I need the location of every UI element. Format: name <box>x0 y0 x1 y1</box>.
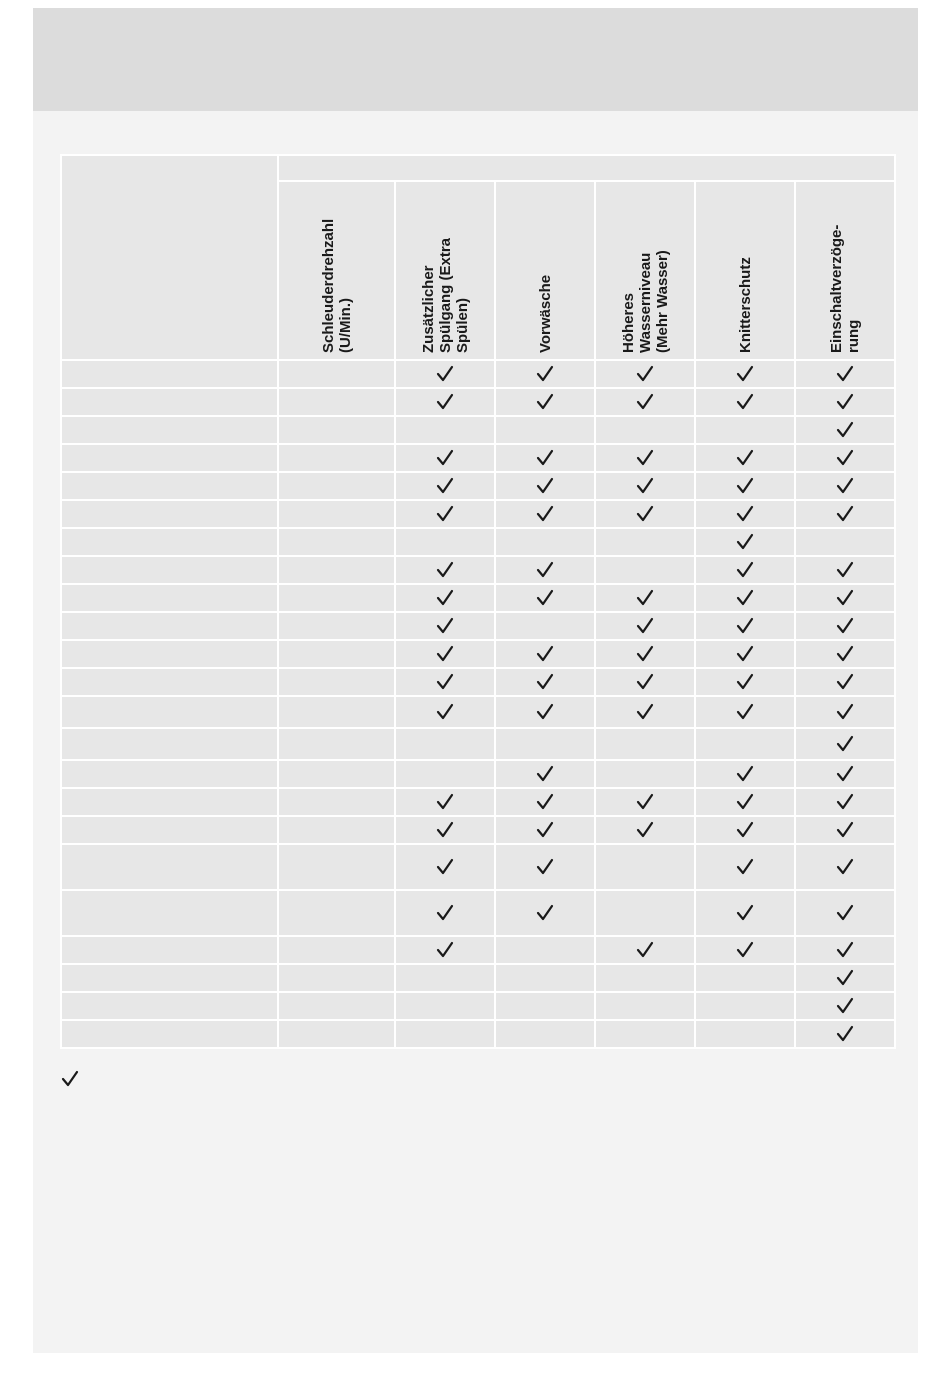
option-cell <box>695 472 795 500</box>
program-cell <box>61 728 278 760</box>
option-cell <box>395 388 495 416</box>
option-cell <box>795 992 895 1020</box>
table-row <box>61 556 895 584</box>
option-cell <box>278 964 395 992</box>
option-cell <box>278 816 395 844</box>
option-cell <box>795 528 895 556</box>
option-cell <box>278 992 395 1020</box>
check-icon <box>836 449 854 466</box>
check-icon <box>436 561 454 578</box>
check-icon <box>636 589 654 606</box>
program-cell <box>61 844 278 890</box>
option-cell <box>395 696 495 728</box>
option-cell <box>395 992 495 1020</box>
table-row <box>61 936 895 964</box>
option-cell <box>278 1020 395 1048</box>
option-cell <box>795 556 895 584</box>
option-cell <box>495 500 595 528</box>
check-icon <box>736 365 754 382</box>
option-cell <box>495 640 595 668</box>
check-icon <box>636 393 654 410</box>
check-icon <box>736 793 754 810</box>
option-cell <box>278 890 395 936</box>
column-header-0 <box>278 181 395 360</box>
check-icon <box>836 617 854 634</box>
column-header-5 <box>795 181 895 360</box>
option-cell <box>795 500 895 528</box>
table-row <box>61 500 895 528</box>
table-row <box>61 696 895 728</box>
option-cell <box>278 640 395 668</box>
option-cell <box>495 964 595 992</box>
check-icon <box>736 858 754 875</box>
program-cell <box>61 890 278 936</box>
options-table <box>60 154 896 1049</box>
option-cell <box>695 500 795 528</box>
option-cell <box>495 728 595 760</box>
option-cell <box>395 444 495 472</box>
option-cell <box>395 556 495 584</box>
check-icon <box>736 941 754 958</box>
check-icon <box>836 793 854 810</box>
table-row <box>61 890 895 936</box>
program-cell <box>61 964 278 992</box>
option-cell <box>595 668 695 696</box>
option-cell <box>395 528 495 556</box>
column-header-1 <box>395 181 495 360</box>
table-row <box>61 528 895 556</box>
option-cell <box>595 472 695 500</box>
option-cell <box>595 844 695 890</box>
program-cell <box>61 696 278 728</box>
option-cell <box>495 416 595 444</box>
program-cell <box>61 556 278 584</box>
page <box>33 8 918 1353</box>
option-cell <box>278 936 395 964</box>
check-icon <box>436 617 454 634</box>
table-row <box>61 472 895 500</box>
option-cell <box>795 472 895 500</box>
check-icon <box>736 904 754 921</box>
option-cell <box>495 388 595 416</box>
check-icon <box>736 673 754 690</box>
check-icon <box>736 645 754 662</box>
header-band <box>33 8 918 111</box>
check-icon <box>636 365 654 382</box>
table-row <box>61 360 895 388</box>
program-cell <box>61 992 278 1020</box>
option-cell <box>695 1020 795 1048</box>
option-cell <box>795 760 895 788</box>
check-icon <box>836 645 854 662</box>
option-cell <box>395 844 495 890</box>
check-icon <box>436 393 454 410</box>
options-group-header <box>278 155 895 181</box>
option-cell <box>595 964 695 992</box>
option-cell <box>695 556 795 584</box>
check-icon <box>836 505 854 522</box>
table-row <box>61 760 895 788</box>
option-cell <box>595 788 695 816</box>
option-cell <box>395 584 495 612</box>
check-icon <box>436 821 454 838</box>
option-cell <box>395 936 495 964</box>
option-cell <box>278 788 395 816</box>
check-icon <box>436 449 454 466</box>
option-cell <box>595 388 695 416</box>
check-icon <box>536 561 554 578</box>
column-header-label: Schleuderdrehzahl (U/Min.) <box>319 218 354 353</box>
option-cell <box>595 696 695 728</box>
check-icon <box>836 969 854 986</box>
check-icon <box>736 765 754 782</box>
check-icon <box>736 703 754 720</box>
option-cell <box>695 728 795 760</box>
table-row <box>61 584 895 612</box>
option-cell <box>795 640 895 668</box>
option-cell <box>395 760 495 788</box>
option-cell <box>595 992 695 1020</box>
check-icon <box>836 735 854 752</box>
option-cell <box>695 788 795 816</box>
table-row <box>61 388 895 416</box>
check-icon <box>436 589 454 606</box>
option-cell <box>278 416 395 444</box>
option-cell <box>595 640 695 668</box>
option-cell <box>795 788 895 816</box>
check-icon <box>436 703 454 720</box>
option-cell <box>278 556 395 584</box>
check-icon <box>836 858 854 875</box>
option-cell <box>278 760 395 788</box>
check-icon <box>536 449 554 466</box>
column-header-4 <box>695 181 795 360</box>
program-cell <box>61 816 278 844</box>
program-cell <box>61 360 278 388</box>
option-cell <box>495 612 595 640</box>
check-icon <box>836 421 854 438</box>
option-cell <box>795 360 895 388</box>
program-cell <box>61 500 278 528</box>
column-header-label: Einschaltverzöge- rung <box>828 224 863 353</box>
table-row <box>61 640 895 668</box>
option-cell <box>495 472 595 500</box>
option-cell <box>495 890 595 936</box>
option-cell <box>395 640 495 668</box>
option-cell <box>495 1020 595 1048</box>
check-icon <box>736 533 754 550</box>
option-cell <box>395 728 495 760</box>
check-icon <box>536 645 554 662</box>
check-icon <box>836 561 854 578</box>
check-icon <box>736 617 754 634</box>
option-cell <box>695 696 795 728</box>
option-cell <box>495 528 595 556</box>
option-cell <box>695 388 795 416</box>
check-icon <box>636 793 654 810</box>
option-cell <box>595 1020 695 1048</box>
option-cell <box>795 388 895 416</box>
option-cell <box>695 444 795 472</box>
option-cell <box>695 668 795 696</box>
option-cell <box>495 360 595 388</box>
table-row <box>61 788 895 816</box>
option-cell <box>595 936 695 964</box>
option-cell <box>595 360 695 388</box>
option-cell <box>795 1020 895 1048</box>
option-cell <box>695 760 795 788</box>
option-cell <box>395 360 495 388</box>
check-icon <box>836 393 854 410</box>
program-cell <box>61 584 278 612</box>
check-icon <box>836 941 854 958</box>
option-cell <box>795 612 895 640</box>
option-cell <box>495 668 595 696</box>
option-cell <box>795 844 895 890</box>
column-header-label: Höheres Wasserniveau (Mehr Wasser) <box>619 250 671 353</box>
check-icon <box>636 941 654 958</box>
program-cell <box>61 472 278 500</box>
check-icon <box>636 505 654 522</box>
check-icon <box>536 365 554 382</box>
option-cell <box>395 500 495 528</box>
check-icon <box>536 673 554 690</box>
table-row <box>61 964 895 992</box>
check-icon <box>836 1025 854 1042</box>
option-cell <box>595 816 695 844</box>
option-cell <box>795 890 895 936</box>
option-cell <box>595 528 695 556</box>
check-icon <box>836 589 854 606</box>
column-header-label: Vorwäsche <box>536 274 554 353</box>
option-cell <box>278 444 395 472</box>
program-cell <box>61 760 278 788</box>
option-cell <box>795 444 895 472</box>
option-cell <box>395 964 495 992</box>
option-cell <box>595 444 695 472</box>
option-cell <box>395 472 495 500</box>
column-header-label: Knitterschutz <box>736 257 754 353</box>
option-cell <box>695 528 795 556</box>
table-row <box>61 416 895 444</box>
check-icon <box>436 645 454 662</box>
option-cell <box>795 696 895 728</box>
option-cell <box>278 528 395 556</box>
check-icon <box>436 673 454 690</box>
check-icon <box>536 858 554 875</box>
option-cell <box>278 728 395 760</box>
option-cell <box>278 472 395 500</box>
check-icon <box>536 765 554 782</box>
check-icon <box>536 393 554 410</box>
program-cell <box>61 788 278 816</box>
option-cell <box>695 844 795 890</box>
check-icon <box>736 477 754 494</box>
option-cell <box>278 612 395 640</box>
option-cell <box>695 640 795 668</box>
option-cell <box>595 728 695 760</box>
program-cell <box>61 640 278 668</box>
program-cell <box>61 1020 278 1048</box>
check-icon <box>636 645 654 662</box>
check-icon <box>436 505 454 522</box>
option-cell <box>795 728 895 760</box>
option-cell <box>495 992 595 1020</box>
table-row <box>61 992 895 1020</box>
option-cell <box>395 416 495 444</box>
check-icon <box>836 997 854 1014</box>
check-icon <box>836 673 854 690</box>
program-cell <box>61 936 278 964</box>
program-header-cell <box>61 155 278 360</box>
check-icon <box>736 821 754 838</box>
option-cell <box>695 584 795 612</box>
check-icon <box>636 449 654 466</box>
table-row <box>61 668 895 696</box>
column-header-3 <box>595 181 695 360</box>
option-cell <box>795 816 895 844</box>
check-icon <box>836 904 854 921</box>
check-icon <box>636 703 654 720</box>
check-icon <box>736 505 754 522</box>
column-header-label: Zusätzlicher Spülgang (Extra Spülen) <box>419 237 471 353</box>
option-cell <box>495 444 595 472</box>
option-cell <box>595 890 695 936</box>
program-cell <box>61 528 278 556</box>
check-icon <box>836 703 854 720</box>
option-cell <box>795 668 895 696</box>
option-cell <box>795 936 895 964</box>
option-cell <box>395 1020 495 1048</box>
program-cell <box>61 388 278 416</box>
option-cell <box>595 584 695 612</box>
option-cell <box>595 760 695 788</box>
option-cell <box>495 556 595 584</box>
option-cell <box>495 760 595 788</box>
program-cell <box>61 416 278 444</box>
program-cell <box>61 668 278 696</box>
option-cell <box>395 890 495 936</box>
option-cell <box>495 584 595 612</box>
check-icon <box>636 673 654 690</box>
check-icon <box>436 904 454 921</box>
option-cell <box>395 788 495 816</box>
option-cell <box>278 696 395 728</box>
table-row <box>61 844 895 890</box>
option-cell <box>695 992 795 1020</box>
option-cell <box>695 360 795 388</box>
table-row <box>61 728 895 760</box>
table-row <box>61 444 895 472</box>
option-cell <box>495 788 595 816</box>
check-icon <box>436 365 454 382</box>
check-icon <box>536 589 554 606</box>
table-body <box>61 360 895 1048</box>
option-cell <box>595 612 695 640</box>
option-cell <box>278 584 395 612</box>
check-icon <box>836 477 854 494</box>
option-cell <box>395 612 495 640</box>
check-icon <box>836 821 854 838</box>
option-cell <box>695 890 795 936</box>
check-icon <box>436 941 454 958</box>
option-cell <box>495 696 595 728</box>
column-header-2 <box>495 181 595 360</box>
check-icon <box>536 505 554 522</box>
option-cell <box>278 844 395 890</box>
option-cell <box>278 360 395 388</box>
check-icon <box>436 477 454 494</box>
check-icon <box>536 904 554 921</box>
option-cell <box>695 964 795 992</box>
program-cell <box>61 444 278 472</box>
option-cell <box>395 668 495 696</box>
option-cell <box>795 584 895 612</box>
option-cell <box>495 844 595 890</box>
table-row <box>61 816 895 844</box>
check-icon <box>636 821 654 838</box>
check-icon <box>736 393 754 410</box>
check-icon <box>536 821 554 838</box>
program-cell <box>61 612 278 640</box>
option-cell <box>495 936 595 964</box>
option-cell <box>278 500 395 528</box>
check-icon <box>536 477 554 494</box>
check-icon <box>536 703 554 720</box>
check-icon <box>736 449 754 466</box>
legend-check-icon <box>61 1070 79 1093</box>
option-cell <box>278 668 395 696</box>
option-cell <box>695 612 795 640</box>
option-cell <box>395 816 495 844</box>
option-cell <box>695 816 795 844</box>
check-icon <box>436 858 454 875</box>
option-cell <box>695 416 795 444</box>
check-icon <box>736 589 754 606</box>
check-icon <box>436 793 454 810</box>
option-cell <box>795 416 895 444</box>
check-icon <box>836 765 854 782</box>
table-row <box>61 612 895 640</box>
check-icon <box>836 365 854 382</box>
option-cell <box>278 388 395 416</box>
check-icon <box>636 477 654 494</box>
option-cell <box>595 556 695 584</box>
option-cell <box>795 964 895 992</box>
check-icon <box>736 561 754 578</box>
option-cell <box>495 816 595 844</box>
check-icon <box>636 617 654 634</box>
option-cell <box>595 500 695 528</box>
table-row <box>61 1020 895 1048</box>
check-icon <box>536 793 554 810</box>
option-cell <box>595 416 695 444</box>
option-cell <box>695 936 795 964</box>
